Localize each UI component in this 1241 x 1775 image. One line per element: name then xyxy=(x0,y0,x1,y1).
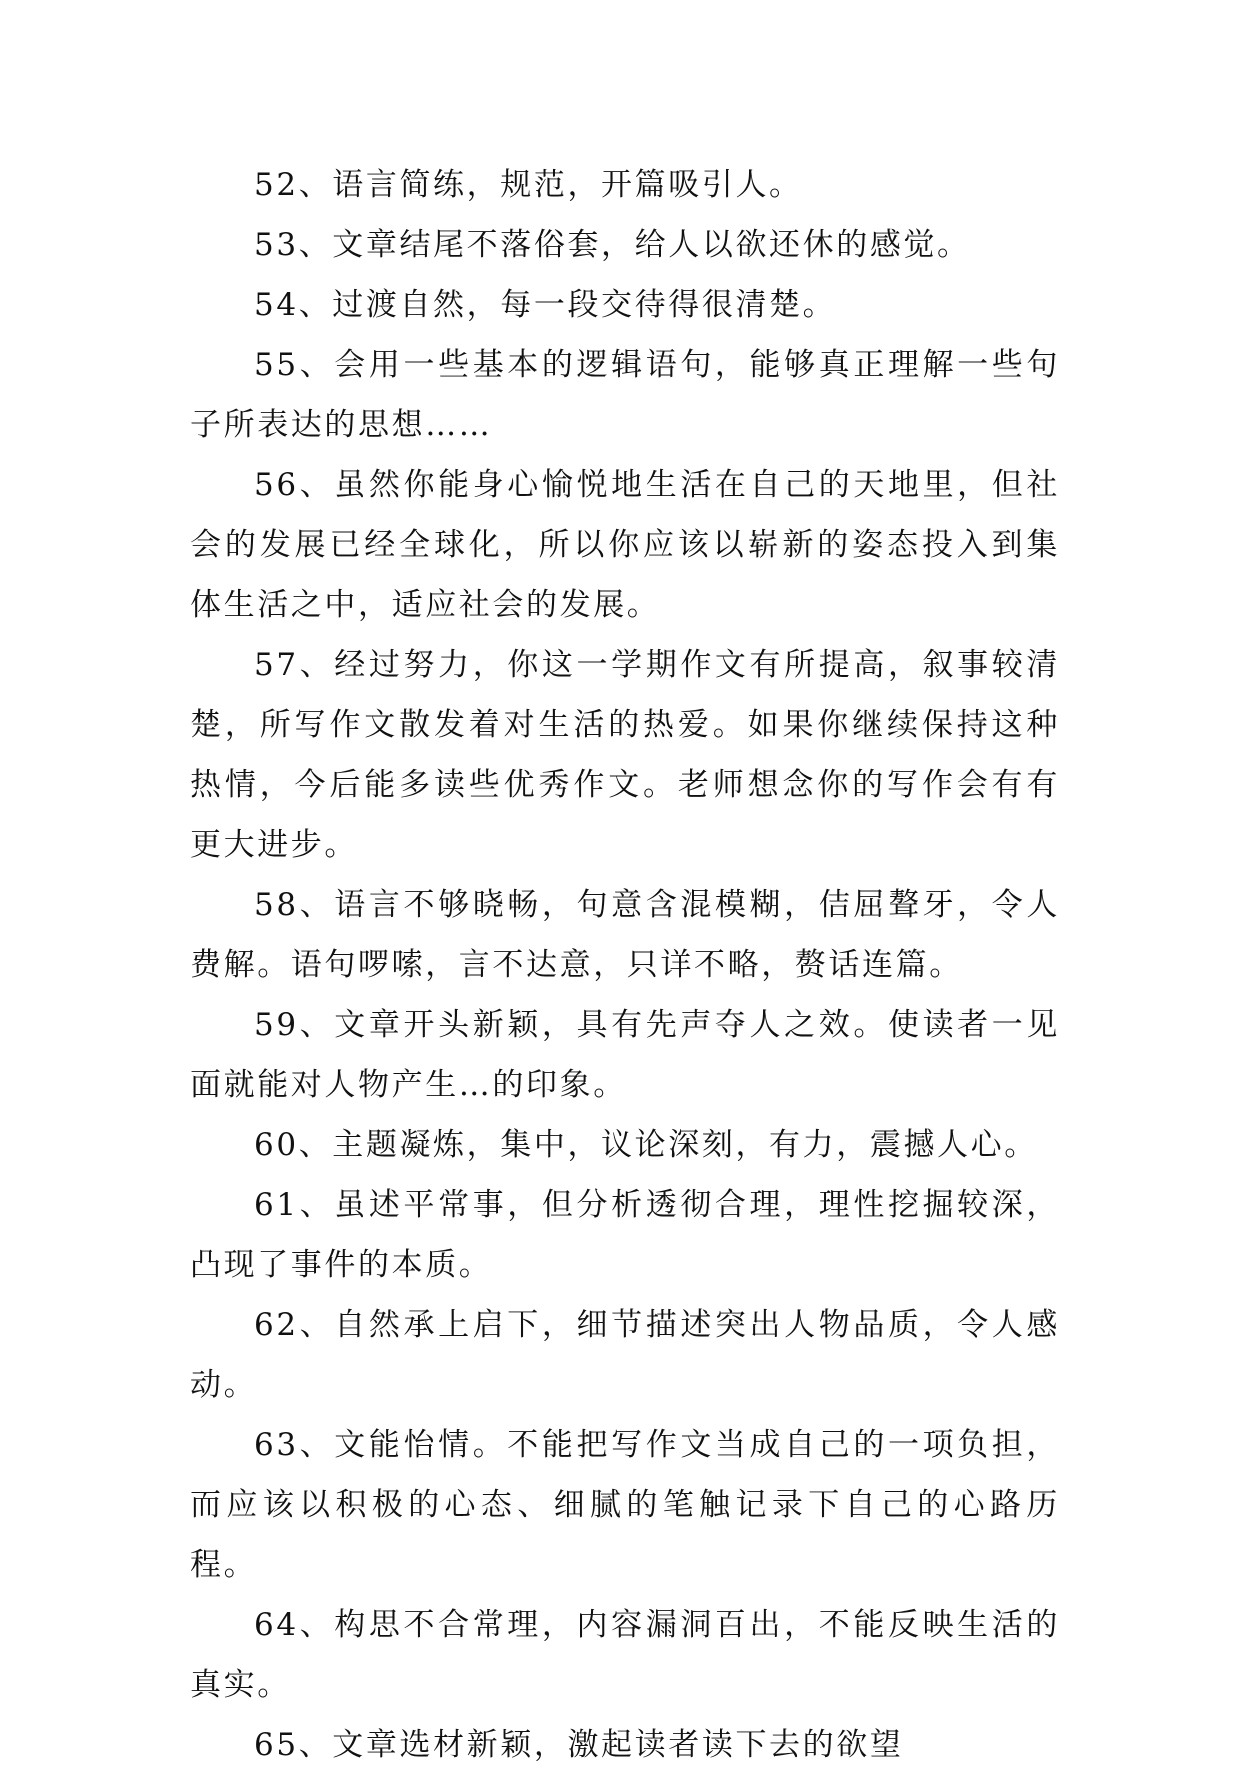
comment-58: 58、语言不够晓畅，句意含混模糊，佶屈聱牙，令人费解。语句啰嗦，言不达意，只详不略，赘话连篇。 xyxy=(190,887,1060,983)
comment-55: 55、会用一些基本的逻辑语句，能够真正理解一些句子所表达的思想…… xyxy=(190,347,1060,443)
comment-53: 53、文章结尾不落俗套，给人以欲还休的感觉。 xyxy=(254,227,971,263)
document-page xyxy=(190,155,1060,1775)
comment-60: 60、主题凝炼，集中，议论深刻，有力，震撼人心。 xyxy=(254,1127,1038,1163)
comment-57: 57、经过努力，你这一学期作文有所提高，叙事较清楚，所写作文散发着对生活的热爱。如果你继续保持这种热情，今后能多读些优秀作文。老师想念你的写作会有有更大进步。 xyxy=(190,647,1060,863)
comment-63: 63、文能怡情。不能把写作文当成自己的一项负担，而应该以积极的心态、细腻的笔触记录下自己的心路历程。 xyxy=(190,1427,1060,1583)
comment-59: 59、文章开头新颖，具有先声夺人之效。使读者一见面就能对人物产生…的印象。 xyxy=(190,1007,1060,1103)
comment-52: 52、语言简练，规范，开篇吸引人。 xyxy=(254,167,803,203)
comment-61: 61、虽述平常事，但分析透彻合理，理性挖掘较深，凸现了事件的本质。 xyxy=(190,1187,1060,1283)
comment-65: 65、文章选材新颖，激起读者读下去的欲望 xyxy=(254,1727,904,1763)
comment-54: 54、过渡自然，每一段交待得很清楚。 xyxy=(254,287,837,323)
comment-62: 62、自然承上启下，细节描述突出人物品质，令人感动。 xyxy=(190,1307,1060,1403)
comment-56: 56、虽然你能身心愉悦地生活在自己的天地里，但社会的发展已经全球化，所以你应该以崭新的姿态投入到集体生活之中，适应社会的发展。 xyxy=(190,467,1060,623)
comment-64: 64、构思不合常理，内容漏洞百出，不能反映生活的真实。 xyxy=(190,1607,1060,1703)
